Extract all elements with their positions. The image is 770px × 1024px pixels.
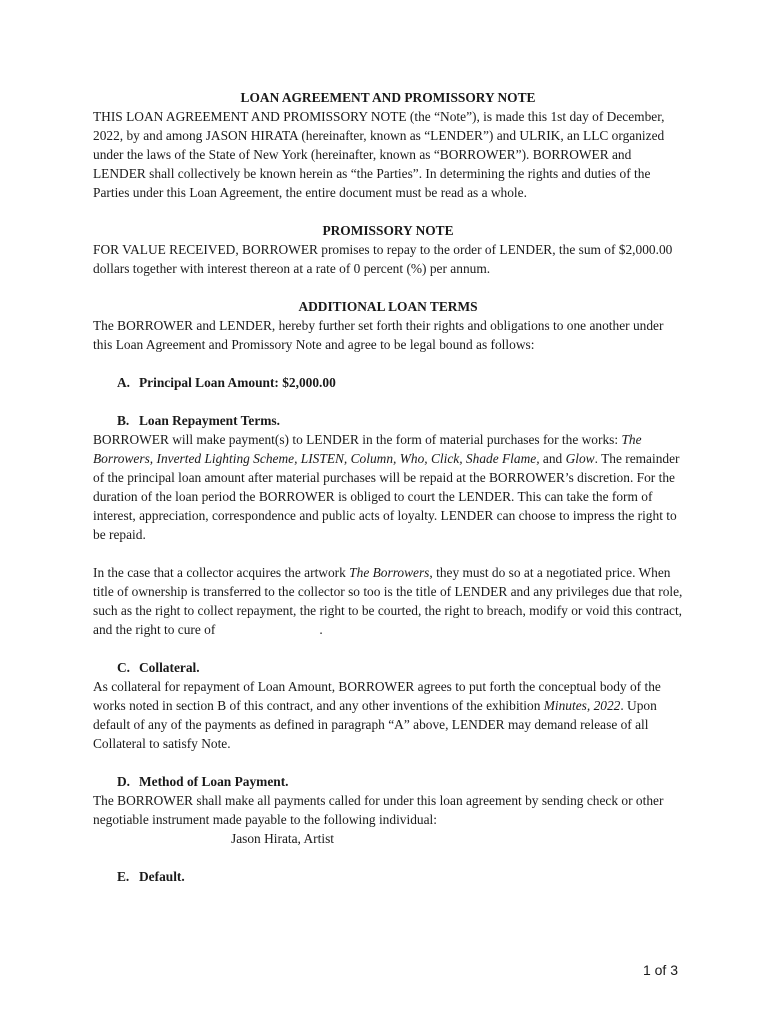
- section-d-payee: Jason Hirata, Artist: [231, 831, 335, 846]
- promissory-note-heading: PROMISSORY NOTE: [322, 223, 454, 238]
- section-b-works-list: The Borrowers, Inverted Lighting Scheme, LISTEN, Column, Who, Click, Shade Flame,: [93, 432, 642, 466]
- section-b-artwork-title: The Borrowers: [349, 565, 430, 580]
- section-c-paragraph: [93, 677, 683, 753]
- section-d-letter: D.: [117, 774, 131, 789]
- additional-terms-heading: ADDITIONAL LOAN TERMS: [298, 299, 478, 314]
- spacer: [93, 544, 683, 563]
- intro-paragraph: THIS LOAN AGREEMENT AND PROMISSORY NOTE (the “Note”), is made this 1st day of December, 2022, by and among JASON HIRATA (hereinafter, known as “LENDER”) and ULRIK, an LLC organized under the laws of the State of New York (hereinafter, known as “BORROWER”). BORROWER and LENDER shall collectively be known herein as “the Parties”. In determining the rights and duties of the Parties under this Loan Agreement, the entire document must be read as a whole.: [93, 109, 665, 200]
- section-c-letter: C.: [117, 660, 131, 675]
- section-b-letter: B.: [117, 413, 130, 428]
- section-b-heading: [117, 411, 683, 430]
- spacer: [93, 354, 683, 373]
- document-title: LOAN AGREEMENT AND PROMISSORY NOTE: [240, 90, 536, 105]
- spacer: [93, 202, 683, 221]
- section-b-paragraph-2: [93, 563, 683, 639]
- additional-terms-paragraph: The BORROWER and LENDER, hereby further set forth their rights and obligations to one another under this Loan Agreement and Promissory Note and agree to be legal bound as follows:: [93, 318, 664, 352]
- spacer: [93, 392, 683, 411]
- promissory-note-paragraph: FOR VALUE RECEIVED, BORROWER promises to repay to the order of LENDER, the sum of $2,000.00 dollars together with interest thereon at a rate of 0 percent (%) per annum.: [93, 242, 673, 276]
- page-number: 1 of 3: [642, 962, 678, 978]
- section-c-exhibition-title: Minutes, 2022: [543, 698, 621, 713]
- section-c-text: As collateral for repayment of Loan Amount, BORROWER agrees to put forth the conceptual body of the works noted in section B of this contract, and any other inventions of the exhibition: [93, 679, 661, 713]
- section-c-text: . Upon default of any of the payments as defined in paragraph “A” above, LENDER may demand release of all Collateral to satisfy Note.: [93, 698, 657, 751]
- section-b-text: BORROWER will make payment(s) to LENDER in the form of material purchases for the works:: [93, 432, 622, 447]
- section-e-title: Default.: [139, 869, 185, 884]
- spacer: [93, 753, 683, 772]
- section-d-title: Method of Loan Payment.: [139, 774, 289, 789]
- section-e-letter: E.: [117, 869, 130, 884]
- section-b-text: . The remainder of the principal loan amount after material purchases will be repaid at the BORROWER’s discretion. For the duration of the loan period the BORROWER is obliged to court the LENDER. This can take the form of interest, appreciation, correspondence and public acts of loyalty. LENDER can choose to impress the right to be repaid.: [93, 451, 680, 542]
- section-b-text: In the case that a collector acquires the artwork: [93, 565, 350, 580]
- section-d-paragraph: The BORROWER shall make all payments called for under this loan agreement by sending check or other negotiable instrument made payable to the following individual:: [93, 793, 664, 827]
- section-a-title: Principal Loan Amount: $2,000.00: [139, 375, 336, 390]
- spacer: [93, 639, 683, 658]
- section-c-title: Collateral.: [139, 660, 200, 675]
- section-b-paragraph-1: [93, 430, 683, 544]
- section-e-heading: [117, 867, 683, 886]
- document-page: [93, 88, 683, 886]
- spacer: [93, 848, 683, 867]
- section-b-text: , they must do so at a negotiated price. When title of ownership is transferred to the collector so too is the title of LENDER and any privileges due that role, such as the right to collect repayment, the right to be courted, the right to breach, modify or void this contract, and the right to cure of: [93, 565, 683, 637]
- section-d-heading: [117, 772, 683, 791]
- spacer: [93, 278, 683, 297]
- section-a-heading: [117, 373, 683, 392]
- section-b-text: and: [539, 451, 566, 466]
- section-c-heading: [117, 658, 683, 677]
- section-b-text: .: [319, 622, 323, 637]
- section-b-title: Loan Repayment Terms.: [139, 413, 280, 428]
- section-b-work-glow: Glow: [565, 451, 595, 466]
- section-a-letter: A.: [117, 375, 131, 390]
